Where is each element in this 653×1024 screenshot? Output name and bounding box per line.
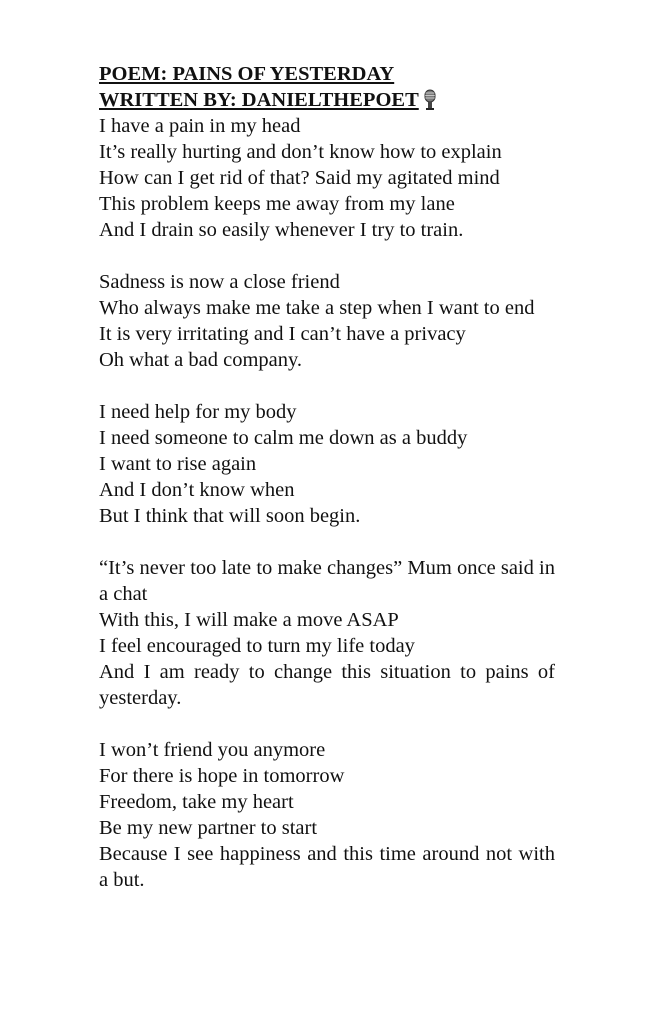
- poem-line: I have a pain in my head: [99, 115, 301, 137]
- stanza-5: [99, 737, 555, 893]
- poem-line: And I drain so easily whenever I try to train.: [99, 219, 464, 241]
- poem-line: “It’s never too late to make changes” Mum once said in a chat: [99, 557, 555, 605]
- stanza-4: [99, 555, 555, 711]
- poem-title: POEM: PAINS OF YESTERDAY: [99, 63, 395, 85]
- poem-line: Because I see happiness and this time around not with a but.: [99, 843, 555, 891]
- poem-line: It is very irritating and I can’t have a privacy: [99, 323, 466, 345]
- stanza-3: [99, 399, 555, 529]
- stanza-1: [99, 113, 555, 243]
- poem: [99, 61, 555, 919]
- poem-line: Sadness is now a close friend: [99, 271, 340, 293]
- microphone-icon: [420, 89, 440, 111]
- poem-line: And I don’t know when: [99, 479, 295, 501]
- poem-line: And I am ready to change this situation to pains of yesterday.: [99, 661, 555, 709]
- poem-line: How can I get rid of that? Said my agitated mind: [99, 167, 500, 189]
- poem-author: WRITTEN BY: DANIELTHEPOET: [99, 89, 419, 111]
- poem-line: I won’t friend you anymore: [99, 739, 326, 761]
- stanza-2: [99, 269, 555, 373]
- poem-line: Be my new partner to start: [99, 817, 318, 839]
- poem-line: I need someone to calm me down as a buddy: [99, 427, 468, 449]
- poem-line: I need help for my body: [99, 401, 297, 423]
- poem-line: But I think that will soon begin.: [99, 505, 361, 527]
- poem-line: I want to rise again: [99, 453, 257, 475]
- poem-line: This problem keeps me away from my lane: [99, 193, 455, 215]
- poem-line: Freedom, take my heart: [99, 791, 294, 813]
- poem-line: With this, I will make a move ASAP: [99, 609, 399, 631]
- poem-line: Who always make me take a step when I want to end: [99, 297, 535, 319]
- poem-line: Oh what a bad company.: [99, 349, 303, 371]
- poem-author-line: [99, 87, 555, 113]
- poem-line: It’s really hurting and don’t know how to explain: [99, 141, 502, 163]
- poem-line: I feel encouraged to turn my life today: [99, 635, 415, 657]
- poem-line: For there is hope in tomorrow: [99, 765, 345, 787]
